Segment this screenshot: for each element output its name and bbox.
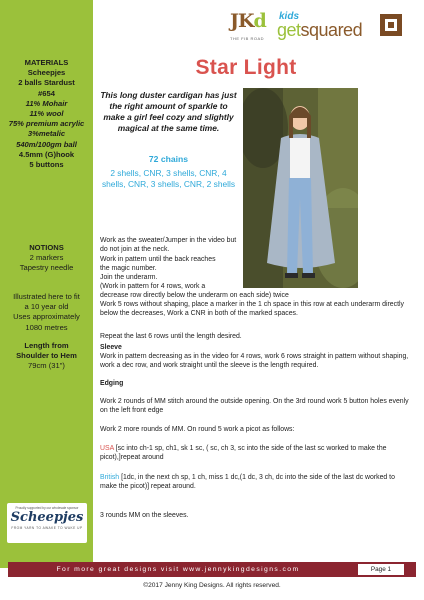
materials-item: 5 buttons (29, 160, 64, 170)
scheepjes-logo: Scheepjes (10, 510, 84, 525)
footer-link-text[interactable]: For more great designs visit www.jennykingdesigns.com (56, 566, 300, 573)
body-line: (Work in pattern for 4 rows, work a (100, 283, 206, 290)
logo-kids: kids (279, 11, 300, 22)
chain-count: 72 chains (148, 154, 189, 164)
girl-in-cardigan-illustration (243, 88, 358, 288)
logo-get-squared: getsquared (277, 20, 363, 40)
sidebar (0, 0, 93, 568)
materials-item: 540m/100gm ball (16, 139, 77, 149)
materials-item: 11% wool (29, 109, 64, 119)
footer-bar (8, 562, 416, 577)
materials-item: 3%metalic (27, 129, 66, 139)
sleeve-paragraph: Work in pattern decreasing as in the video for 4 rows, work 6 rows straight in pattern without shaping, work a dec row, and work straight until the sleeve is the length required. (100, 353, 409, 369)
british-instructions: British [1dc, in the next ch sp, 1 ch, miss 1 dc,(1 dc, 3 ch, dc into the side of the last dc worked to make the picot)] repeat around. (100, 474, 395, 490)
sleeve-heading: Sleeve (100, 344, 122, 351)
notions-item: 2 markers (29, 253, 64, 263)
length-heading: Shoulder to Hem (16, 351, 77, 361)
copyright: ©2017 Jenny King Designs. All rights reserved. (143, 582, 281, 589)
shell-sequence: 2 shells, CNR, 3 shells, CNR, 4 shells, CNR, 3 shells, CNR, 2 shells (101, 168, 236, 189)
body-paragraph: Work as the sweater/Jumper in the video but do not join at the neck. (100, 237, 237, 253)
logo-jk: JKd (230, 10, 266, 32)
body-paragraph: Repeat the last 6 rows until the length desired. (100, 333, 242, 340)
size-line: Uses approximately (13, 312, 80, 322)
notions-item: Tapestry needle (19, 263, 74, 273)
materials-item: 2 balls Stardust (18, 78, 75, 88)
materials-item: Scheepjes (27, 68, 66, 78)
logo-subtitle: THE FIB ROAD (230, 36, 265, 41)
body-line: the magic number. (100, 265, 157, 272)
notions-heading: NOTIONS (29, 243, 64, 252)
size-line: Illustrated here to fit (13, 292, 80, 301)
sponsor-tagline: FROM YARN TO AWAKE TO WAKE UP (11, 526, 83, 530)
intro-text: This long duster cardigan has just the right amount of sparkle to make a girl feel cozy and slightly magical at the same time. (100, 90, 237, 133)
length-section (0, 341, 93, 372)
length-value: 79cm (31") (28, 361, 65, 371)
body-line: Work in pattern until the back reaches (100, 256, 216, 263)
materials-section (0, 58, 93, 170)
edging-paragraph: Work 2 more rounds of MM. On round 5 work a picot as follows: (100, 426, 295, 433)
materials-item: 75% premium acrylic (8, 119, 85, 129)
page-title: Star Light (195, 56, 297, 79)
usa-instructions: USA [sc into ch-1 sp, ch1, sk 1 sc, ( sc, ch 3, sc into the side of the last sc worked to make the picot),]repeat around (100, 445, 387, 461)
size-note (0, 292, 93, 333)
square-logo-icon (380, 14, 402, 36)
size-line: a 10 year old (24, 302, 69, 312)
page-number: Page 1 (358, 564, 404, 575)
length-heading: Length from (24, 341, 69, 350)
brand-logo (230, 10, 420, 50)
sponsor-note: Proudly supported by our wholesale sponsor (15, 506, 79, 510)
materials-item: #654 (38, 88, 55, 98)
materials-heading: MATERIALS (24, 58, 69, 67)
body-line: Join the underarm. (100, 274, 158, 281)
notions-section (0, 243, 93, 274)
materials-item: 11% Mohair (25, 98, 68, 108)
edging-heading: Edging (100, 380, 124, 387)
sponsor-logo (7, 503, 87, 543)
body-paragraph: Work 5 rows without shaping, place a marker in the 1 ch space in this row at each underarm directly below the decreases, Work a CNR in both of the marked spaces. (100, 301, 404, 317)
materials-item: 4.5mm (G)hook (18, 149, 75, 159)
body-line: decrease row directly below the underarm on each side) twice (100, 292, 289, 299)
model-photo (243, 88, 358, 288)
edging-paragraph: Work 2 rounds of MM stitch around the outside opening. On the 3rd round work 5 button holes evenly on the left front edge (100, 398, 409, 414)
size-line: 1080 metres (25, 322, 68, 332)
sleeve-rounds: 3 rounds MM on the sleeves. (100, 512, 189, 519)
